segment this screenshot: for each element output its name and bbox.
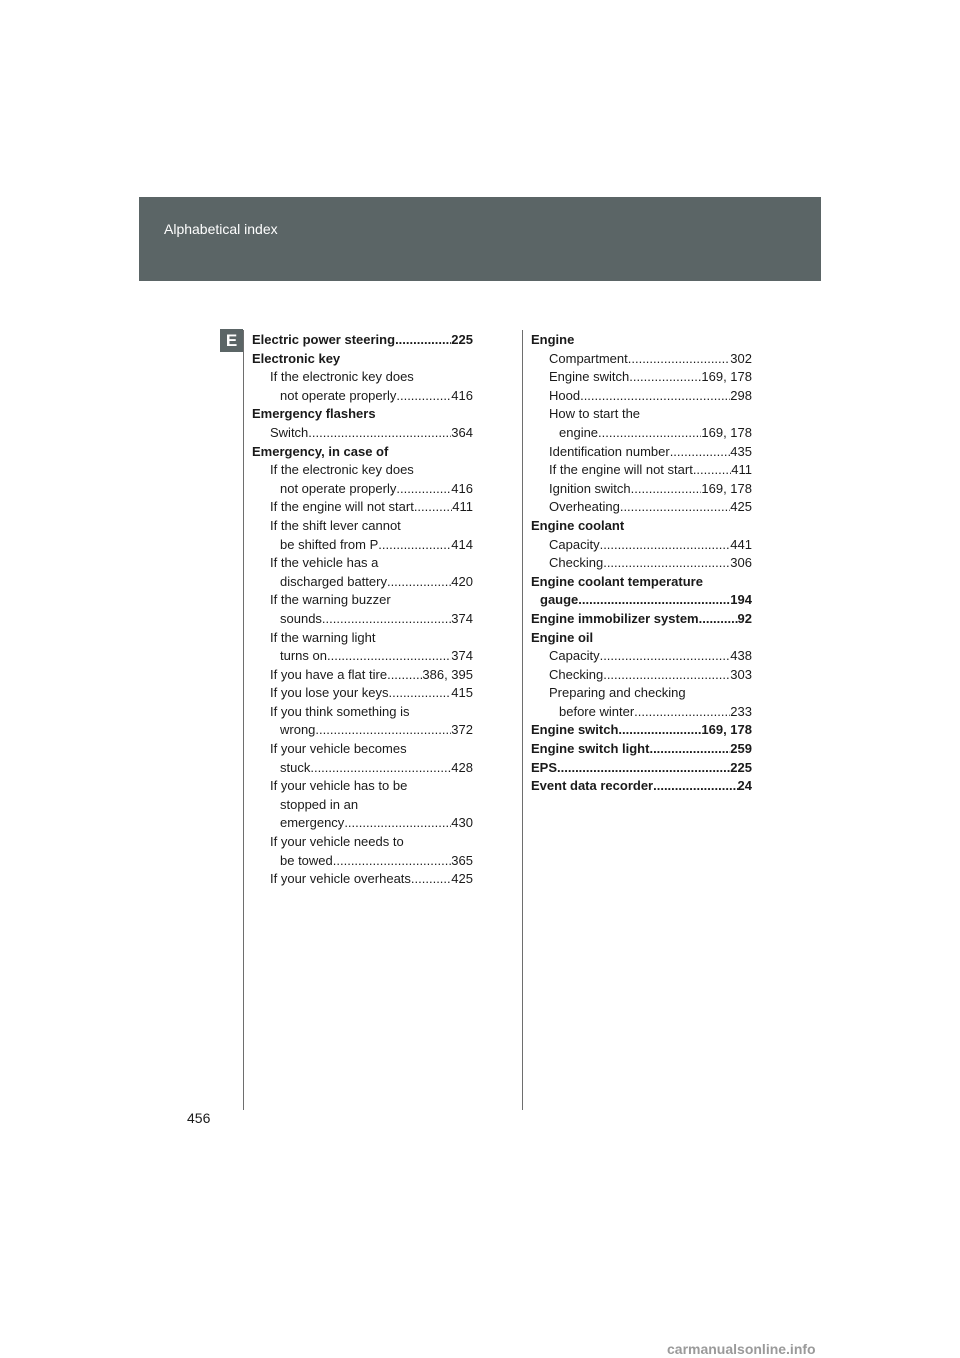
- entry-term: Event data recorder: [531, 778, 654, 794]
- dot-leader: [414, 498, 452, 517]
- entry-page-ref: 411: [452, 499, 473, 515]
- dot-leader: [322, 610, 451, 629]
- entry-page-ref: 414: [451, 536, 473, 552]
- entry-term: wrong: [280, 722, 316, 738]
- index-entry: [531, 666, 752, 685]
- entry-term: If the electronic key does: [270, 369, 414, 385]
- index-entry: [531, 387, 752, 406]
- index-entry: [531, 759, 752, 778]
- entry-term: If the engine will not start: [270, 499, 414, 515]
- index-entry: [531, 536, 752, 555]
- entry-page-ref: 259: [730, 741, 752, 757]
- index-entry: [252, 666, 473, 685]
- entry-page-ref: 169, 178: [701, 722, 752, 738]
- entry-term: Engine: [531, 332, 575, 347]
- index-entry: [252, 573, 473, 592]
- dot-leader: [670, 443, 731, 462]
- page-number: 456: [187, 1110, 211, 1126]
- entry-term: If your vehicle overheats: [270, 871, 411, 887]
- entry-page-ref: 364: [451, 424, 473, 440]
- entry-term: Engine switch: [549, 369, 630, 385]
- index-entry: [252, 331, 473, 350]
- entry-term: Overheating: [549, 499, 620, 515]
- index-entry: [252, 796, 473, 815]
- index-entry: [252, 498, 473, 517]
- dot-leader: [699, 610, 738, 629]
- dot-leader: [603, 666, 730, 685]
- entry-page-ref: 24: [737, 778, 752, 794]
- index-entry: [252, 591, 473, 610]
- entry-term: Capacity: [549, 648, 600, 664]
- entry-term: not operate properly: [280, 387, 397, 403]
- entry-term: Engine immobilizer system: [531, 610, 699, 626]
- entry-page-ref: 416: [451, 387, 473, 403]
- index-entry: [252, 870, 473, 889]
- index-entry: [252, 759, 473, 778]
- dot-leader: [631, 480, 702, 499]
- dot-leader: [618, 721, 701, 740]
- index-entry: [252, 814, 473, 833]
- dot-leader: [653, 777, 737, 796]
- dot-leader: [327, 647, 451, 666]
- dot-leader: [387, 666, 422, 685]
- entry-term: Engine coolant: [531, 517, 625, 533]
- index-entry: [531, 424, 752, 443]
- dot-leader: [411, 870, 451, 889]
- dot-leader: [620, 498, 730, 517]
- entry-page-ref: 169, 178: [701, 480, 752, 496]
- entry-term: emergency: [280, 815, 345, 831]
- section-letter-tab: E: [220, 329, 243, 352]
- entry-term: before winter: [559, 703, 635, 719]
- entry-page-ref: 374: [451, 610, 473, 626]
- index-entry: [531, 591, 752, 610]
- index-entry: [531, 721, 752, 740]
- dot-leader: [600, 647, 731, 666]
- index-entry: [531, 554, 752, 573]
- index-entry: [252, 703, 473, 722]
- entry-term: If the electronic key does: [270, 462, 414, 478]
- entry-term: Checking: [549, 666, 604, 682]
- entry-page-ref: 194: [730, 592, 752, 608]
- entry-term: Electronic key: [252, 350, 341, 366]
- index-entry: [531, 443, 752, 462]
- entry-term: If you think something is: [270, 703, 410, 719]
- entry-page-ref: 425: [451, 871, 473, 887]
- index-entry: [531, 331, 752, 350]
- dot-leader: [649, 740, 730, 759]
- entry-term: stuck: [280, 759, 311, 775]
- entry-term: Engine switch light: [531, 741, 650, 757]
- entry-term: If you lose your keys: [270, 685, 389, 701]
- index-entry: [252, 721, 473, 740]
- index-entry: [531, 517, 752, 536]
- index-entry: [252, 536, 473, 555]
- index-entry: [531, 350, 752, 369]
- entry-page-ref: 169, 178: [701, 424, 752, 440]
- left-column-rule: [243, 330, 244, 1110]
- header-title: Alphabetical index: [164, 221, 278, 237]
- entry-term: sounds: [280, 610, 322, 626]
- index-entry: [252, 424, 473, 443]
- dot-leader: [333, 852, 452, 871]
- entry-term: be shifted from P: [280, 536, 379, 552]
- dot-leader: [628, 350, 731, 369]
- entry-page-ref: 306: [730, 555, 752, 571]
- index-entry: [252, 684, 473, 703]
- entry-page-ref: 169, 178: [701, 369, 752, 385]
- index-entry: [252, 368, 473, 387]
- entry-page-ref: 233: [730, 703, 752, 719]
- entry-page-ref: 365: [451, 852, 473, 868]
- entry-term: If the vehicle has a: [270, 555, 379, 571]
- entry-page-ref: 302: [730, 350, 752, 366]
- index-entry: [531, 610, 752, 629]
- entry-term: Compartment: [549, 350, 628, 366]
- entry-term: Hood: [549, 387, 581, 403]
- entry-page-ref: 416: [451, 480, 473, 496]
- index-entry: [252, 610, 473, 629]
- index-entry: [531, 703, 752, 722]
- dot-leader: [387, 573, 451, 592]
- index-entry: [252, 405, 473, 424]
- entry-term: gauge: [540, 592, 579, 608]
- entry-term: not operate properly: [280, 480, 397, 496]
- entry-term: EPS: [531, 759, 558, 775]
- index-entry: [252, 554, 473, 573]
- entry-page-ref: 420: [451, 573, 473, 589]
- entry-term: engine: [559, 424, 599, 440]
- entry-term: If the warning buzzer: [270, 592, 391, 608]
- index-entry: [531, 405, 752, 424]
- dot-leader: [315, 721, 451, 740]
- index-entry: [531, 368, 752, 387]
- entry-page-ref: 430: [451, 815, 473, 831]
- entry-page-ref: 225: [730, 759, 752, 775]
- entry-page-ref: 415: [451, 685, 473, 701]
- entry-term: Capacity: [549, 536, 600, 552]
- entry-term: Emergency, in case of: [252, 443, 389, 459]
- dot-leader: [396, 480, 451, 499]
- entry-page-ref: 298: [730, 387, 752, 403]
- entry-term: Switch: [270, 424, 309, 440]
- entry-page-ref: 92: [737, 610, 752, 626]
- index-entry: [252, 647, 473, 666]
- entry-term: Emergency flashers: [252, 406, 376, 422]
- entry-term: Checking: [549, 555, 604, 571]
- index-column-left: [252, 331, 473, 889]
- dot-leader: [395, 331, 451, 350]
- entry-page-ref: 428: [451, 759, 473, 775]
- dot-leader: [600, 536, 731, 555]
- index-entry: [252, 777, 473, 796]
- dot-leader: [310, 759, 451, 778]
- index-entry: [531, 498, 752, 517]
- index-entry: [252, 480, 473, 499]
- entry-page-ref: 372: [451, 722, 473, 738]
- dot-leader: [344, 814, 451, 833]
- index-entry: [252, 517, 473, 536]
- entry-term: Engine oil: [531, 629, 594, 645]
- entry-term: stopped in an: [280, 796, 359, 812]
- index-entry: [252, 387, 473, 406]
- entry-page-ref: 425: [730, 499, 752, 515]
- dot-leader: [598, 424, 701, 443]
- entry-term: If your vehicle has to be: [270, 778, 408, 794]
- entry-term: turns on: [280, 648, 327, 664]
- entry-page-ref: 438: [730, 648, 752, 664]
- entry-term: If the warning light: [270, 629, 376, 645]
- index-entry: [531, 480, 752, 499]
- entry-page-ref: 386, 395: [422, 666, 473, 682]
- entry-term: Identification number: [549, 443, 670, 459]
- index-column-right: [531, 331, 752, 796]
- entry-term: If you have a flat tire: [270, 666, 388, 682]
- entry-page-ref: 441: [730, 536, 752, 552]
- entry-term: Engine switch: [531, 722, 619, 738]
- entry-page-ref: 374: [451, 648, 473, 664]
- dot-leader: [378, 536, 451, 555]
- entry-page-ref: 225: [451, 332, 473, 347]
- entry-term: discharged battery: [280, 573, 387, 589]
- section-header: [139, 197, 821, 281]
- entry-term: If your vehicle becomes: [270, 741, 407, 757]
- index-entry: [252, 852, 473, 871]
- entry-term: If the shift lever cannot: [270, 517, 401, 533]
- entry-page-ref: 411: [731, 462, 752, 478]
- index-entry: [531, 684, 752, 703]
- dot-leader: [578, 591, 730, 610]
- watermark: carmanualsonline.info: [667, 1341, 816, 1357]
- index-entry: [531, 461, 752, 480]
- index-entry: [252, 629, 473, 648]
- dot-leader: [389, 684, 452, 703]
- index-entry: [252, 443, 473, 462]
- entry-term: Ignition switch: [549, 480, 631, 496]
- entry-term: How to start the: [549, 406, 641, 422]
- entry-term: be towed: [280, 852, 333, 868]
- dot-leader: [693, 461, 731, 480]
- entry-page-ref: 435: [730, 443, 752, 459]
- index-entry: [531, 777, 752, 796]
- entry-term: Electric power steering: [252, 332, 396, 347]
- dot-leader: [308, 424, 451, 443]
- index-entry: [252, 833, 473, 852]
- dot-leader: [580, 387, 730, 406]
- index-entry: [531, 740, 752, 759]
- index-entry: [252, 350, 473, 369]
- entry-term: Engine coolant temperature: [531, 573, 703, 589]
- entry-page-ref: 303: [730, 666, 752, 682]
- index-entry: [252, 461, 473, 480]
- entry-term: If your vehicle needs to: [270, 834, 404, 850]
- dot-leader: [396, 387, 451, 406]
- entry-term: If the engine will not start: [549, 462, 693, 478]
- index-entry: [531, 647, 752, 666]
- entry-term: Preparing and checking: [549, 685, 686, 701]
- dot-leader: [603, 554, 730, 573]
- index-entry: [252, 740, 473, 759]
- dot-leader: [557, 759, 730, 778]
- index-entry: [531, 629, 752, 648]
- dot-leader: [629, 368, 701, 387]
- index-entry: [531, 573, 752, 592]
- right-column-rule: [522, 330, 523, 1110]
- dot-leader: [634, 703, 730, 722]
